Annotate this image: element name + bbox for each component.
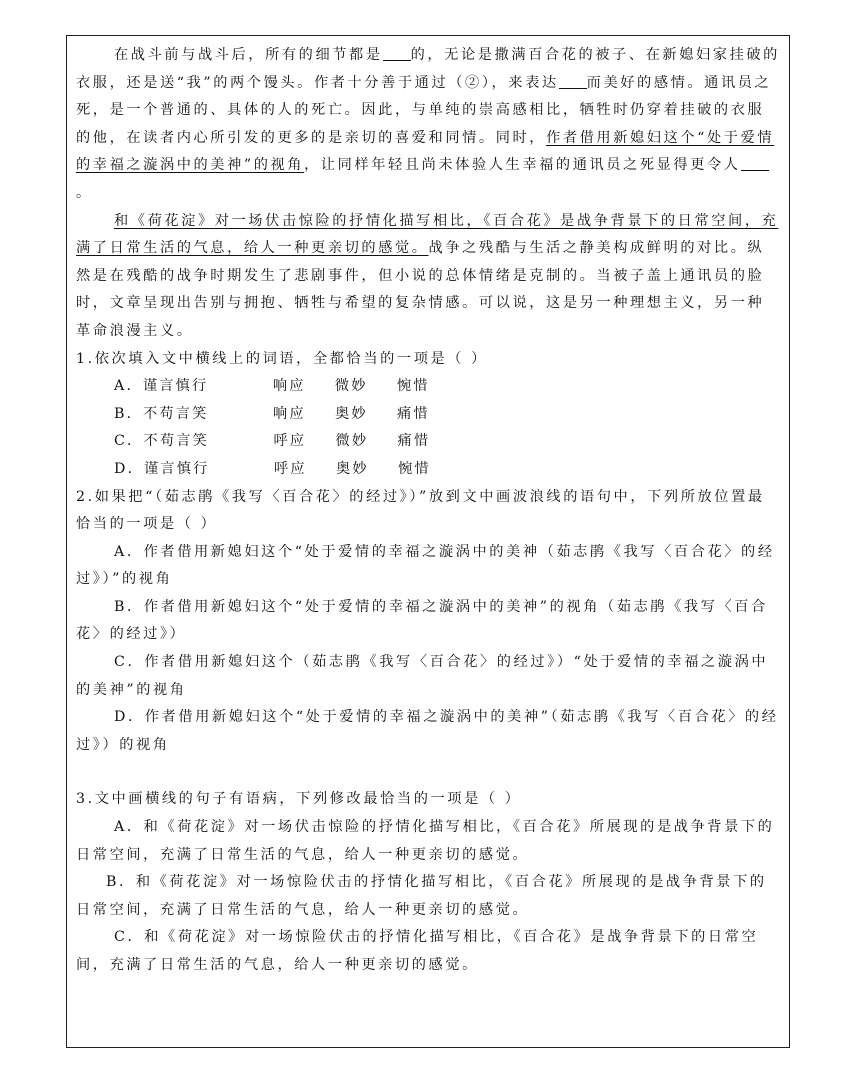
passage-text: ，让同样年轻且尚未体验人生幸福的通讯员之死显得更令人: [304, 157, 741, 174]
question-frame: [66, 35, 790, 1048]
option-word: 谨言慎行: [142, 378, 209, 395]
option-word: 惋惜: [397, 460, 431, 477]
spacer: [76, 759, 780, 786]
question-2-option-b: B．作者借用新媳妇这个“处于爱情的幸福之漩涡中的美神”的视角（茹志鹃《我写〈百合花〉的经过》）: [76, 598, 768, 643]
question-1-option-a: [114, 373, 780, 401]
option-word: 呼应: [273, 433, 307, 450]
fill-blank-3: [741, 156, 769, 171]
question-1-stem: 1.依次填入文中横线上的词语，全都恰当的一项是（ ）: [76, 350, 488, 367]
underlined-sentence: 和《荷花淀》对一场伏击惊险的抒情化描写相比，《百合花》是战争背景下的日常空间，充满了日常生活的气息，给人一种更亲切的感觉。: [76, 212, 779, 257]
passage-text: 在战斗前与战斗后，所有的细节都是: [114, 47, 383, 63]
option-word: 惋惜: [396, 378, 430, 395]
content: [76, 42, 780, 980]
option-word: 微妙: [334, 378, 368, 395]
fill-blank-2: [559, 74, 587, 89]
question-3-option-c: C．和《荷花淀》对一场惊险伏击的抒情化描写相比，《百合花》是战争背景下的日常空间，充满了日常生活的气息，给人一种更亲切的感觉。: [76, 929, 759, 973]
option-word: 响应: [272, 378, 306, 395]
option-label: B．: [114, 405, 144, 422]
option-word: 奥妙: [335, 405, 368, 422]
question-2-stem: 2.如果把“（茹志鹃《我写〈百合花〉的经过》）”放到文中画波浪线的语句中，下列所放位置最恰当的一项是（ ）: [76, 488, 765, 533]
option-word: 响应: [273, 405, 306, 422]
option-word: 奥妙: [335, 460, 369, 477]
option-label: A．: [114, 378, 143, 395]
question-3-option-a: A．和《荷花淀》对一场伏击惊险的抒情化描写相比，《百合花》所展现的是战争背景下的日常空间，充满了日常生活的气息，给人一种更亲切的感觉。: [76, 819, 775, 863]
passage-paragraph-2: [76, 208, 780, 346]
question-2-option-d: D．作者借用新媳妇这个“处于爱情的幸福之漩涡中的美神”（茹志鹃《我写〈百合花〉的经过》）的视角: [76, 709, 779, 753]
question-1-option-b: [114, 401, 780, 429]
option-word: 不苟言笑: [143, 405, 209, 422]
passage-text: 而美好的感情。通讯员之死，是一个普通的、具体的人的死亡。因此，与单纯的崇高感相比，牺牲时仍穿着挂破的衣服的他，在读者内心所引发的更多的是亲切的喜爱和同情。同时，: [76, 74, 772, 146]
option-word: 痛惜: [397, 433, 431, 450]
option-label: D．: [114, 460, 144, 477]
passage-text: 战争之残酷与生活之静美构成鲜明的对比。纵然是在残酷的战争时期发生了悲剧事件，但小说的总体情绪是克制的。当被子盖上通讯员的脸时，文章呈现出告别与拥抱、牺牲与希望的复杂情感。可以说，这是另一种理想主义，另一种革命浪漫主义。: [76, 240, 765, 339]
option-word: 痛惜: [397, 405, 430, 422]
question-2-option-c: C．作者借用新媳妇这个（茹志鹃《我写〈百合花〉的经过》）“处于爱情的幸福之漩涡中的美神”的视角: [76, 654, 769, 698]
passage-paragraph-1: [76, 42, 780, 208]
fill-blank-1: [383, 46, 411, 61]
question-1-option-c: [114, 428, 780, 456]
passage-text: 的，无论是撒满百合花的被子、在新媳妇家挂破的衣服，还是送“我”的两个馒头。作者十分善于通过（②），来表达: [76, 47, 780, 91]
option-word: 不苟言笑: [143, 433, 210, 450]
question-3-stem: 3.文中画横线的句子有语病，下列修改最恰当的一项是（ ）: [76, 791, 522, 808]
option-word: 呼应: [273, 460, 307, 477]
question-1-option-d: [114, 456, 780, 484]
passage-text: 。: [76, 184, 93, 201]
question-2-option-a: A．作者借用新媳妇这个“处于爱情的幸福之漩涡中的美神（茹志鹃《我写〈百合花〉的经过》）”的视角: [76, 543, 775, 588]
question-3-option-b: B．和《荷花淀》对一场惊险伏击的抒情化描写相比，《百合花》所展现的是战争背景下的日常空间，充满了日常生活的气息，给人一种更亲切的感觉。: [76, 874, 767, 918]
wavy-underlined-sentence: 作者借用新媳妇这个“处于爱情的幸福之漩涡中的美神”的视角: [76, 129, 775, 174]
option-label: C．: [114, 433, 144, 450]
option-word: 微妙: [335, 433, 369, 450]
option-word: 谨言慎行: [143, 460, 210, 477]
